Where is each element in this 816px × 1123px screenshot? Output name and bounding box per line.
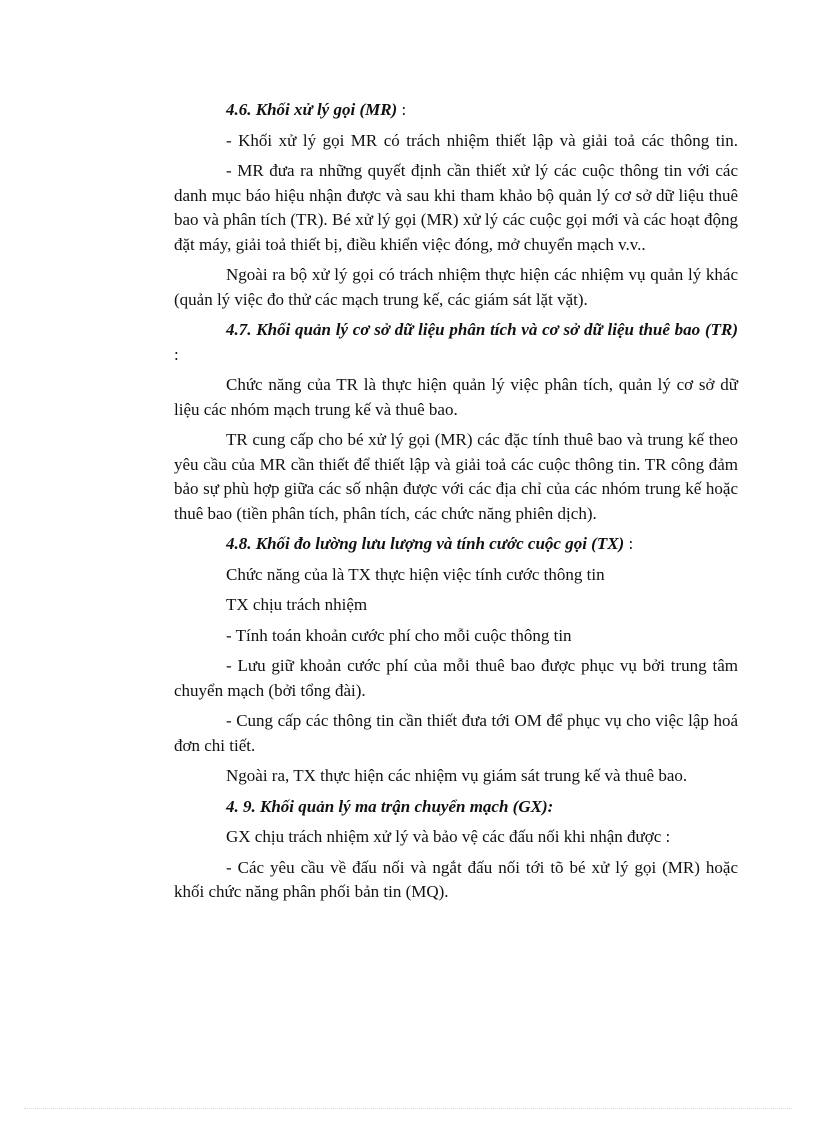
footer-divider xyxy=(24,1108,792,1109)
paragraph: - MR đưa ra những quyết định cần thiết xử lý các cuộc thông tin với các danh mục báo hiệu nhận được và sau khi tham khảo bộ quản lý cơ sở dữ liệu thuê bao và phân tích (TR). Bé xử lý gọi (MR) xử lý các cuộc gọi mới và các hoạt động đặt máy, giải toả thiết bị, điều khiển việc đóng, mở chuyển mạch v.v.. xyxy=(174,161,738,254)
heading-text: 4.7. Khối quản lý cơ sở dữ liệu phân tích và cơ sở dữ liệu thuê bao (TR) xyxy=(226,320,738,339)
paragraph: Ngoài ra, TX thực hiện các nhiệm vụ giám sát trung kế và thuê bao. xyxy=(226,766,688,785)
document-page xyxy=(174,98,738,911)
paragraph: TX chịu trách nhiệm xyxy=(226,595,368,614)
heading-text: 4. 9. Khối quản lý ma trận chuyển mạch (GX): xyxy=(226,796,554,816)
paragraph: - Cung cấp các thông tin cần thiết đưa tới OM để phục vụ cho việc lập hoá đơn chi tiết. xyxy=(174,711,738,755)
heading-text: 4.6. Khối xử lý gọi (MR) xyxy=(226,100,398,119)
heading-text: 4.8. Khối đo lường lưu lượng và tính cước cuộc gọi (TX) xyxy=(226,534,625,553)
heading-suffix: : xyxy=(624,534,634,553)
paragraph: - Lưu giữ khoản cước phí của mỗi thuê bao được phục vụ bởi trung tâm chuyển mạch (bởi tổng đài). xyxy=(174,656,738,700)
paragraph: - Khối xử lý gọi MR có trách nhiệm thiết lập và giải toả các thông tin. xyxy=(226,130,738,150)
paragraph: Ngoài ra bộ xử lý gọi có trách nhiệm thực hiện các nhiệm vụ quản lý khác (quản lý việc đo thử các mạch trung kế, các giám sát lặt vặt). xyxy=(174,265,738,309)
paragraph: GX chịu trách nhiệm xử lý và bảo vệ các đấu nối khi nhận được : xyxy=(226,827,671,846)
heading-suffix: : xyxy=(174,344,179,364)
section-heading-4-7 xyxy=(174,318,738,367)
paragraph: Chức năng của TR là thực hiện quản lý việc phân tích, quản lý cơ sở dữ liệu các nhóm mạch trung kế và thuê bao. xyxy=(174,375,738,419)
section-heading-4-6 xyxy=(174,98,738,123)
paragraph: Chức năng của là TX thực hiện việc tính cước thông tin xyxy=(226,564,605,584)
paragraph: - Tính toán khoản cước phí cho mỗi cuộc thông tin xyxy=(226,625,572,645)
heading-suffix: : xyxy=(397,100,407,119)
paragraph: TR cung cấp cho bé xử lý gọi (MR) các đặc tính thuê bao và trung kế theo yêu cầu của MR cần thiết để thiết lập và giải toả các cuộc thông tin. TR công đảm bảo sự phù hợp giữa các số nhận được với các địa chỉ của các nhóm trung kế hoặc thuê bao (tiền phân tích, phân tích, các chức năng phiên dịch). xyxy=(174,430,738,523)
section-heading-4-9 xyxy=(174,795,738,820)
section-heading-4-8 xyxy=(174,532,738,557)
paragraph: - Các yêu cầu về đấu nối và ngắt đấu nối tới tõ bé xử lý gọi (MR) hoặc khối chức năng phân phối bản tin (MQ). xyxy=(174,857,738,901)
